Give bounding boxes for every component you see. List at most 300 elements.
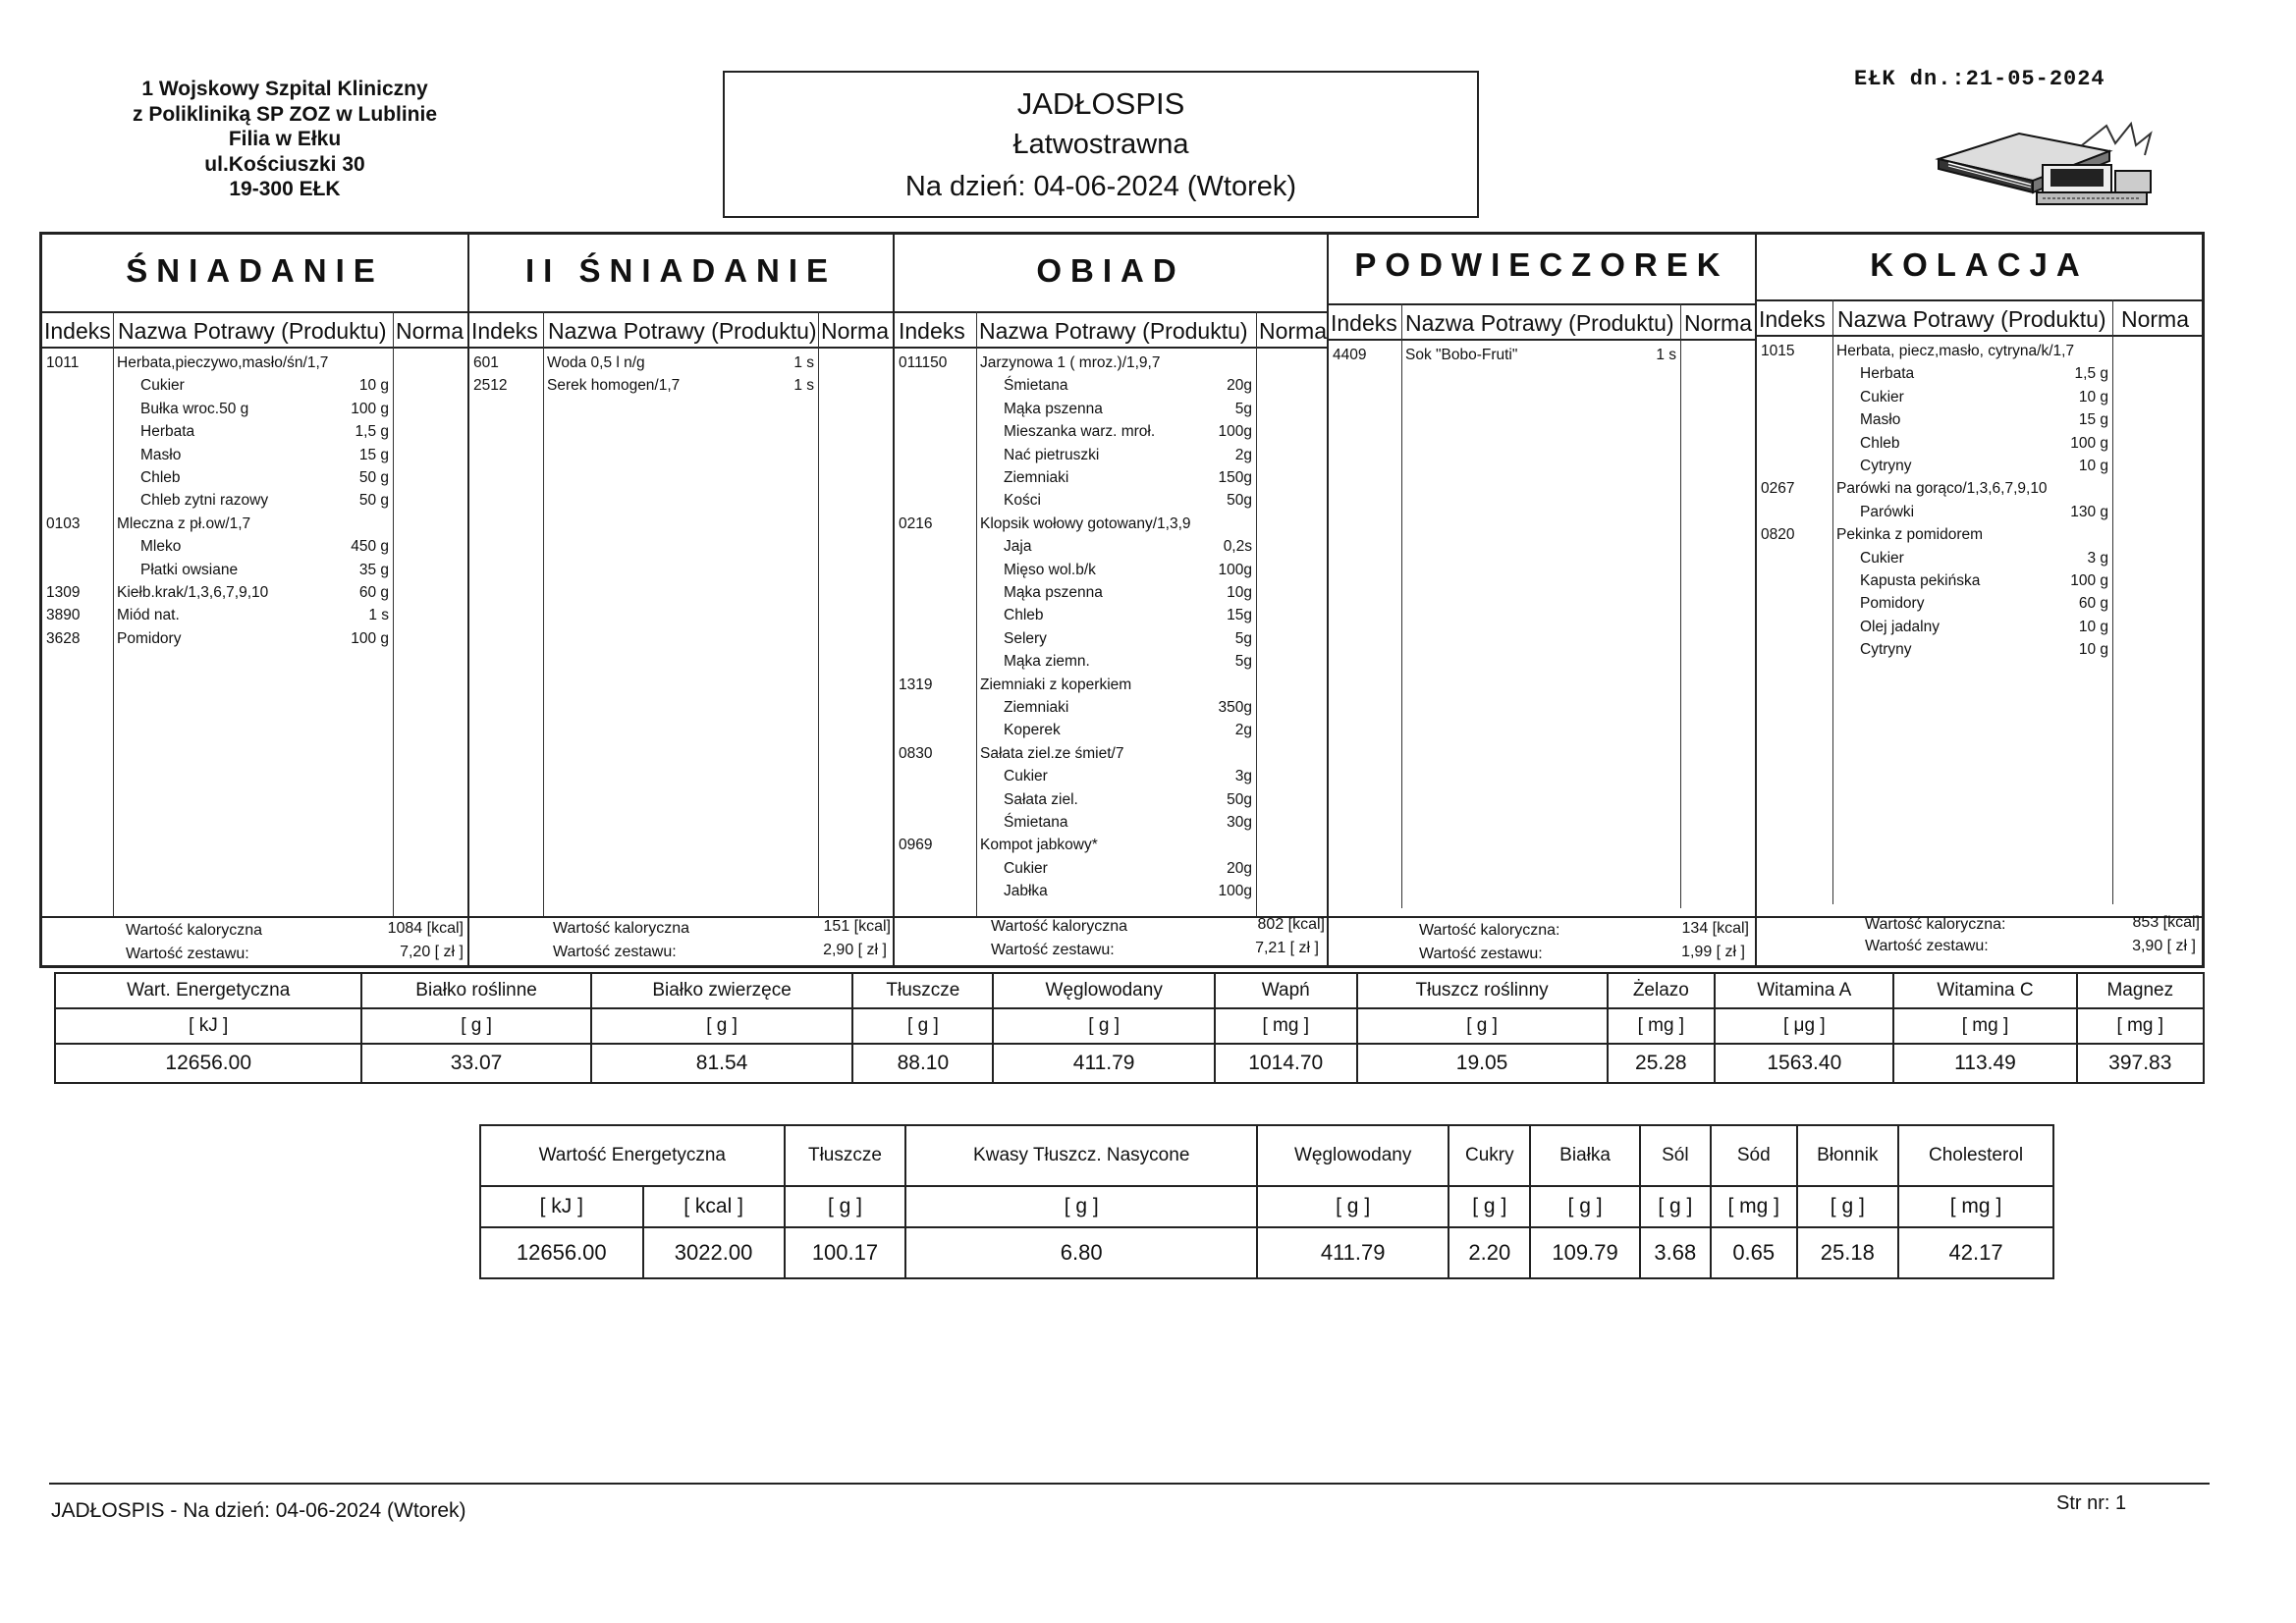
col-norm: Norma: [396, 318, 465, 344]
menu-item-row: [42, 492, 467, 514]
header-cell: Błonnik: [1797, 1125, 1898, 1186]
menu-item-row: [895, 791, 1327, 814]
menu-item-row: [1757, 389, 2202, 411]
menu-item-row: [895, 768, 1327, 790]
item-norm: 15 g: [2078, 411, 2108, 429]
item-index: 4409: [1333, 347, 1367, 363]
item-norm: 1 s: [368, 607, 389, 624]
item-norm: 10g: [1227, 584, 1252, 601]
hospital-address: [98, 77, 471, 202]
item-name: Cukier: [1004, 768, 1048, 785]
menu-item-row: [1757, 458, 2202, 480]
item-norm: 100 g: [351, 629, 389, 647]
cost-label: Wartość zestawu:: [126, 946, 249, 962]
item-name: Sałata ziel.ze śmiet/7: [980, 744, 1124, 762]
item-name: Mąka pszenna: [1004, 400, 1103, 417]
item-index: 1015: [1761, 343, 1795, 359]
menu-item-row: [895, 562, 1327, 584]
cost-label: Wartość zestawu:: [1419, 946, 1543, 962]
menu-item-row: [895, 377, 1327, 400]
value-cell: 100.17: [785, 1227, 906, 1278]
unit-cell: [ g ]: [591, 1008, 853, 1044]
menu-item-row: [1757, 504, 2202, 526]
item-norm: 20g: [1227, 377, 1252, 395]
value-cell: 411.79: [993, 1044, 1214, 1083]
menu-item-row: [1757, 480, 2202, 503]
item-name: Mąka ziemn.: [1004, 653, 1090, 671]
col-norm: Norma: [1259, 318, 1328, 344]
item-index: 0820: [1761, 526, 1795, 544]
menu-item-row: [1757, 550, 2202, 572]
value-cell: 2.20: [1449, 1227, 1530, 1278]
menu-item-row: [1757, 641, 2202, 664]
item-index: 3890: [46, 607, 81, 624]
nutrition-value-row: [55, 1044, 2204, 1083]
kcal-label: Wartość kaloryczna:: [1419, 922, 1560, 939]
item-name: Jarzynowa 1 ( mroz.)/1,9,7: [980, 354, 1161, 371]
item-name: Chleb: [1004, 607, 1044, 624]
menu-item-row: [42, 447, 467, 469]
value-cell: 42.17: [1898, 1227, 2053, 1278]
item-name: Herbata: [140, 423, 195, 441]
item-name: Cukier: [1860, 388, 1904, 406]
menu-item-row: [1757, 365, 2202, 388]
kcal-value: 853 [kcal]: [2132, 914, 2200, 931]
col-norm: Norma: [1684, 310, 1753, 336]
header-cell: Węglowodany: [993, 973, 1214, 1008]
header-cell: Białka: [1530, 1125, 1639, 1186]
item-norm: 0,2s: [1223, 538, 1252, 556]
meal-summary: [42, 916, 467, 967]
item-name: Płatki owsiane: [140, 561, 239, 578]
item-index: 1309: [46, 584, 81, 601]
meal-summary: [895, 916, 1327, 967]
item-name: Serek homogen/1,7: [547, 377, 681, 395]
column-header: [1757, 299, 2202, 337]
cost-label: Wartość zestawu:: [1865, 938, 1989, 954]
item-name: Parówki: [1860, 503, 1915, 520]
item-norm: 50 g: [358, 469, 389, 486]
menu-item-row: [895, 401, 1327, 423]
item-name: Cukier: [140, 377, 185, 395]
item-norm: 1 s: [793, 354, 814, 371]
menu-item-row: [895, 883, 1327, 905]
header-cell: Cukry: [1449, 1125, 1530, 1186]
item-norm: 20g: [1227, 859, 1252, 877]
unit-cell: [ g ]: [1257, 1186, 1449, 1227]
item-norm: 10 g: [2078, 458, 2108, 474]
kcal-value: 151 [kcal]: [823, 918, 891, 935]
menu-item-row: [42, 630, 467, 653]
item-norm: 60 g: [2078, 595, 2108, 613]
item-name: Masło: [1860, 411, 1901, 429]
meal-title: KOLACJA: [1870, 246, 2089, 283]
cost-value: 2,90 [ zł ]: [823, 942, 887, 958]
document-title: JADŁOSPIS: [1016, 86, 1185, 121]
header-cell: Magnez: [2077, 973, 2204, 1008]
meal-breakfast: [42, 235, 469, 965]
item-index: 011150: [899, 354, 948, 371]
nutrition-summary-table: [54, 972, 2205, 1084]
item-name: Pomidory: [117, 629, 182, 647]
item-norm: 3g: [1234, 768, 1252, 785]
header-cell: Białko zwierzęce: [591, 973, 853, 1008]
header-cell: Wartość Energetyczna: [480, 1125, 785, 1186]
cost-value: 1,99 [ zł ]: [1681, 944, 1745, 960]
item-index: 3628: [46, 629, 81, 647]
menu-item-row: [42, 562, 467, 584]
kcal-value: 802 [kcal]: [1257, 916, 1325, 933]
unit-cell: [ g ]: [1797, 1186, 1898, 1227]
item-index: 0216: [899, 514, 933, 532]
item-norm: 100 g: [351, 400, 389, 417]
divider: [1680, 303, 1681, 908]
menu-item-row: [895, 492, 1327, 514]
header-cell: Tłuszcze: [785, 1125, 906, 1186]
item-norm: 10 g: [2078, 388, 2108, 406]
menu-item-row: [1757, 435, 2202, 458]
unit-cell: [ g ]: [1357, 1008, 1608, 1044]
column-header: [895, 311, 1327, 349]
hospital-subname: z Polikliniką SP ZOZ w Lublinie: [133, 102, 437, 126]
menu-item-row: [42, 377, 467, 400]
menu-item-row: [42, 538, 467, 561]
unit-cell: [ mg ]: [1893, 1008, 2076, 1044]
item-name: Chleb: [140, 469, 181, 486]
menu-item-row: [895, 469, 1327, 492]
col-name: Nazwa Potrawy (Produktu): [1837, 306, 2106, 332]
unit-cell: [ kJ ]: [480, 1186, 643, 1227]
col-norm: Norma: [2121, 306, 2190, 332]
item-name: Klopsik wołowy gotowany/1,3,9: [980, 514, 1191, 532]
value-cell: 1563.40: [1715, 1044, 1893, 1083]
cost-value: 7,21 [ zł ]: [1255, 940, 1319, 956]
item-name: Mieszanka warz. mroł.: [1004, 423, 1156, 441]
menu-item-row: [1757, 572, 2202, 595]
item-name: Koperek: [1004, 722, 1061, 739]
meal-afternoon-snack: [1329, 235, 1757, 965]
item-index: 1011: [46, 354, 80, 371]
value-cell: 6.80: [905, 1227, 1257, 1278]
col-name: Nazwa Potrawy (Produktu): [118, 318, 387, 344]
column-header: [1329, 303, 1755, 341]
nutrition-unit-row: [55, 1008, 2204, 1044]
item-index: 0267: [1761, 480, 1795, 498]
meal-lunch: [895, 235, 1329, 965]
unit-cell: [ g ]: [785, 1186, 906, 1227]
title-box: [723, 71, 1479, 218]
item-index: 0830: [899, 744, 933, 762]
footer-title: JADŁOSPIS - Na dzień: 04-06-2024 (Wtorek): [51, 1499, 466, 1522]
header-cell: Kwasy Tłuszcz. Nasycone: [905, 1125, 1257, 1186]
header-cell: Tłuszcz roślinny: [1357, 973, 1608, 1008]
header-cell: Witamina C: [1893, 973, 2076, 1008]
menu-item-row: [895, 745, 1327, 768]
value-cell: 0.65: [1711, 1227, 1797, 1278]
item-norm: 1 s: [1656, 347, 1676, 363]
menu-item-row: [895, 584, 1327, 607]
cost-label: Wartość zestawu:: [991, 942, 1115, 958]
nutrition-unit-row: [480, 1186, 2053, 1227]
item-name: Ziemniaki z koperkiem: [980, 676, 1132, 693]
col-index: Indeks: [1759, 306, 1826, 332]
item-name: Herbata,pieczywo,masło/śn/1,7: [117, 354, 329, 371]
meal-title: II ŚNIADANIE: [524, 252, 838, 289]
menu-item-row: [895, 722, 1327, 744]
meal-title: ŚNIADANIE: [126, 252, 384, 289]
unit-cell: [ g ]: [905, 1186, 1257, 1227]
meal-second-breakfast: [469, 235, 895, 965]
item-norm: 5g: [1234, 653, 1252, 671]
hospital-branch: Filia w Ełku: [228, 128, 342, 150]
item-name: Kości: [1004, 492, 1041, 510]
header-cell: Żelazo: [1608, 973, 1716, 1008]
item-name: Kapusta pekińska: [1860, 572, 1981, 589]
item-norm: 350g: [1218, 699, 1252, 716]
unit-cell: [ mg ]: [1898, 1186, 2053, 1227]
item-norm: 2g: [1234, 722, 1252, 739]
unit-cell: [ mg ]: [1711, 1186, 1797, 1227]
item-name: Selery: [1004, 629, 1047, 647]
item-norm: 10 g: [2078, 618, 2108, 635]
header-cell: Węglowodany: [1257, 1125, 1449, 1186]
unit-cell: [ g ]: [1449, 1186, 1530, 1227]
header-cell: Wart. Energetyczna: [55, 973, 361, 1008]
kcal-label: Wartość kaloryczna: [991, 918, 1127, 935]
item-name: Mąka pszenna: [1004, 584, 1103, 601]
unit-cell: [ kcal ]: [643, 1186, 785, 1227]
kcal-value: 1084 [kcal]: [387, 920, 464, 937]
item-name: Miód nat.: [117, 607, 180, 624]
menu-item-row: [895, 676, 1327, 699]
page-number: Str nr: 1: [2056, 1492, 2127, 1514]
footer-divider: [49, 1483, 2210, 1485]
item-norm: 100 g: [2070, 434, 2108, 452]
col-name: Nazwa Potrawy (Produktu): [979, 318, 1248, 344]
item-name: Olej jadalny: [1860, 618, 1940, 635]
item-norm: 5g: [1234, 400, 1252, 417]
item-name: Jabłka: [1004, 883, 1048, 900]
col-index: Indeks: [471, 318, 538, 344]
menu-item-row: [1757, 411, 2202, 434]
menu-item-row: [895, 653, 1327, 676]
item-norm: 5g: [1234, 629, 1252, 647]
item-name: Pomidory: [1860, 595, 1925, 613]
item-name: Sałata ziel.: [1004, 790, 1078, 808]
menu-item-row: [42, 423, 467, 446]
item-norm: 50g: [1227, 790, 1252, 808]
item-name: Mięso wol.b/k: [1004, 561, 1096, 578]
menu-item-row: [42, 354, 467, 377]
meal-title: OBIAD: [1036, 252, 1185, 289]
nutrition-header-row: [55, 973, 2204, 1008]
header-cell: Witamina A: [1715, 973, 1893, 1008]
value-cell: 411.79: [1257, 1227, 1449, 1278]
menu-item-row: [469, 354, 893, 377]
item-name: Jaja: [1004, 538, 1032, 556]
menu-item-row: [469, 377, 893, 400]
item-norm: 1 s: [793, 377, 814, 395]
item-norm: 15 g: [358, 446, 389, 463]
value-cell: 88.10: [852, 1044, 993, 1083]
menu-item-row: [895, 860, 1327, 883]
col-name: Nazwa Potrawy (Produktu): [1405, 310, 1674, 336]
item-name: Cukier: [1004, 859, 1048, 877]
kcal-label: Wartość kaloryczna: [126, 922, 262, 939]
item-norm: 100g: [1218, 423, 1252, 441]
unit-cell: [ kJ ]: [55, 1008, 361, 1044]
item-name: Śmietana: [1004, 377, 1068, 395]
item-norm: 150g: [1218, 469, 1252, 486]
header-cell: Sól: [1640, 1125, 1711, 1186]
item-name: Pekinka z pomidorem: [1836, 526, 1984, 544]
meal-summary: [469, 916, 893, 967]
menu-item-row: [895, 607, 1327, 629]
item-norm: 3 g: [2087, 549, 2108, 567]
value-cell: 3022.00: [643, 1227, 785, 1278]
cost-label: Wartość zestawu:: [553, 944, 677, 960]
item-name: Mleczna z pł.ow/1,7: [117, 514, 251, 532]
value-cell: 113.49: [1893, 1044, 2076, 1083]
meal-summary: [1329, 916, 1755, 967]
menu-item-row: [895, 837, 1327, 859]
hospital-street: ul.Kościuszki 30: [204, 152, 365, 176]
item-name: Parówki na gorąco/1,3,6,7,9,10: [1836, 480, 2048, 498]
item-norm: 50g: [1227, 492, 1252, 510]
item-name: Ziemniaki: [1004, 699, 1069, 716]
item-norm: 1,5 g: [2074, 365, 2108, 383]
diet-name: Łatwostrawna: [1012, 129, 1189, 160]
unit-cell: [ mg ]: [2077, 1008, 2204, 1044]
header-cell: Wapń: [1215, 973, 1357, 1008]
item-name: Chleb zytni razowy: [140, 492, 269, 510]
menu-item-row: [895, 538, 1327, 561]
menu-item-row: [895, 699, 1327, 722]
item-name: Herbata, piecz,masło, cytryna/k/1,7: [1836, 343, 2075, 359]
menu-item-row: [42, 584, 467, 607]
meal-dinner: [1757, 235, 2202, 965]
value-cell: 33.07: [361, 1044, 590, 1083]
item-index: 2512: [473, 377, 508, 395]
item-norm: 35 g: [358, 561, 389, 578]
item-name: Herbata: [1860, 365, 1915, 383]
menu-item-row: [1757, 619, 2202, 641]
kcal-label: Wartość kaloryczna:: [1865, 916, 2006, 933]
menu-table: [39, 232, 2205, 968]
divider: [818, 311, 819, 916]
unit-cell: [ g ]: [1530, 1186, 1639, 1227]
unit-cell: [ g ]: [993, 1008, 1214, 1044]
col-name: Nazwa Potrawy (Produktu): [548, 318, 817, 344]
nutrition-label-table: [479, 1124, 2054, 1279]
book-computer-logo-icon: [1935, 116, 2162, 206]
header-cell: Tłuszcze: [852, 973, 993, 1008]
item-name: Woda 0,5 l n/g: [547, 354, 645, 371]
value-cell: 397.83: [2077, 1044, 2204, 1083]
value-cell: 12656.00: [480, 1227, 643, 1278]
header-cell: Cholesterol: [1898, 1125, 2053, 1186]
item-name: Masło: [140, 446, 182, 463]
col-norm: Norma: [821, 318, 890, 344]
unit-cell: [ mg ]: [1608, 1008, 1716, 1044]
divider: [1401, 303, 1402, 908]
hospital-name: 1 Wojskowy Szpital Kliniczny: [141, 78, 428, 100]
item-name: Cytryny: [1860, 458, 1912, 474]
menu-item-row: [42, 401, 467, 423]
item-name: Chleb: [1860, 434, 1900, 452]
item-index: 0969: [899, 837, 933, 854]
item-norm: 130 g: [2070, 503, 2108, 520]
item-norm: 60 g: [358, 584, 389, 601]
value-cell: 109.79: [1530, 1227, 1639, 1278]
item-norm: 2g: [1234, 446, 1252, 463]
menu-date: Na dzień: 04-06-2024 (Wtorek): [904, 171, 1297, 202]
meal-title: PODWIECZOREK: [1354, 246, 1729, 283]
item-name: Nać pietruszki: [1004, 446, 1100, 463]
item-index: 0103: [46, 514, 81, 532]
item-norm: 100g: [1218, 561, 1252, 578]
kcal-label: Wartość kaloryczna: [553, 920, 689, 937]
hospital-city: 19-300 EŁK: [229, 178, 341, 200]
menu-item-row: [1757, 526, 2202, 549]
kcal-value: 134 [kcal]: [1681, 920, 1749, 937]
unit-cell: [ mg ]: [1215, 1008, 1357, 1044]
item-norm: 1,5 g: [355, 423, 389, 441]
item-index: 1319: [899, 676, 933, 693]
menu-item-row: [42, 515, 467, 538]
unit-cell: [ g ]: [1640, 1186, 1711, 1227]
item-index: 601: [473, 354, 499, 371]
menu-item-row: [895, 447, 1327, 469]
value-cell: 81.54: [591, 1044, 853, 1083]
item-name: Cytryny: [1860, 641, 1912, 659]
item-name: Śmietana: [1004, 814, 1068, 831]
header-cell: Sód: [1711, 1125, 1797, 1186]
item-norm: 10 g: [358, 377, 389, 395]
meal-summary: [1757, 916, 2202, 967]
cost-value: 3,90 [ zł ]: [2132, 938, 2196, 954]
menu-item-row: [1757, 595, 2202, 618]
col-index: Indeks: [899, 318, 965, 344]
col-index: Indeks: [1331, 310, 1397, 336]
value-cell: 25.28: [1608, 1044, 1716, 1083]
value-cell: 1014.70: [1215, 1044, 1357, 1083]
menu-item-row: [895, 515, 1327, 538]
nutrition-header-row: [480, 1125, 2053, 1186]
menu-item-row: [1329, 347, 1755, 369]
menu-item-row: [1757, 343, 2202, 365]
value-cell: 19.05: [1357, 1044, 1608, 1083]
unit-cell: [ g ]: [852, 1008, 993, 1044]
item-name: Cukier: [1860, 549, 1904, 567]
nutrition-value-row: [480, 1227, 2053, 1278]
item-norm: 100g: [1218, 883, 1252, 900]
menu-item-row: [895, 630, 1327, 653]
unit-cell: [ g ]: [361, 1008, 590, 1044]
item-norm: 50 g: [358, 492, 389, 510]
value-cell: 3.68: [1640, 1227, 1711, 1278]
item-norm: 450 g: [351, 538, 389, 556]
value-cell: 25.18: [1797, 1227, 1898, 1278]
item-name: Kiełb.krak/1,3,6,7,9,10: [117, 584, 269, 601]
item-name: Ziemniaki: [1004, 469, 1069, 486]
header-cell: Białko roślinne: [361, 973, 590, 1008]
menu-item-row: [42, 469, 467, 492]
col-index: Indeks: [44, 318, 111, 344]
item-norm: 30g: [1227, 814, 1252, 831]
menu-item-row: [895, 814, 1327, 837]
print-date: EŁK dn.:21-05-2024: [1854, 67, 2105, 91]
